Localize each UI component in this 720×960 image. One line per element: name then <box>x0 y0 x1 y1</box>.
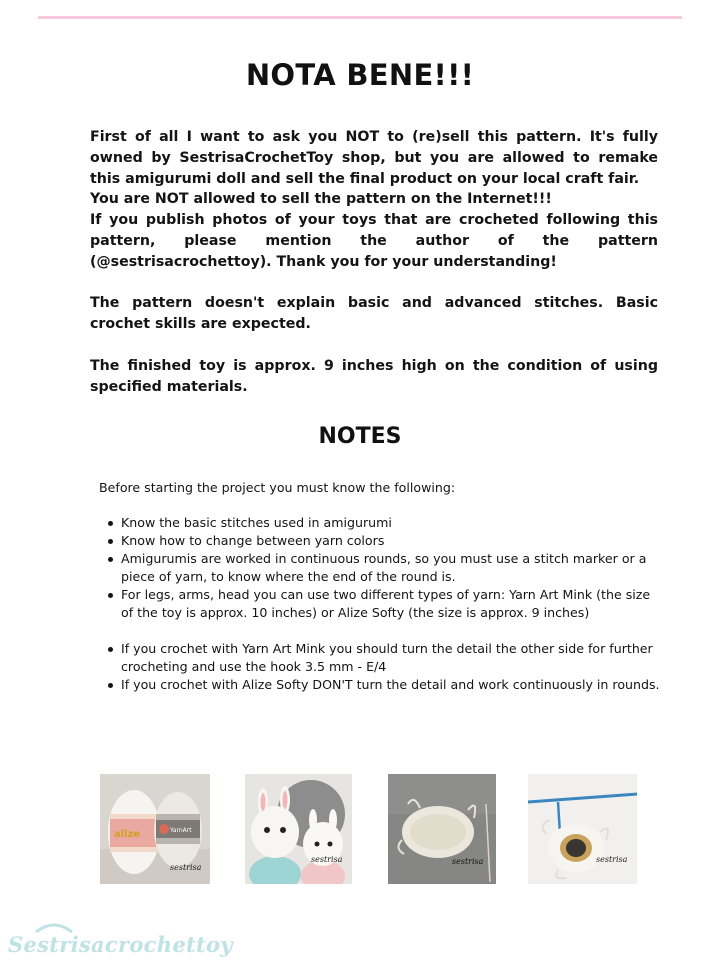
intro-paragraph-internet: You are NOT allowed to sell the pattern on the Internet!!! <box>90 191 552 208</box>
notes-lead: Before starting the project you must know the following: <box>99 480 456 495</box>
intro-paragraph-resell: First of all I want to ask you NOT to (re)sell this pattern. It's fully owned by SestrisaCrochetToy shop, but you are allowed to remake this amigurumi doll and sell the final product on your local craft fair. <box>90 129 658 187</box>
brand-logo-text: Sestrisacrochettoy <box>8 932 233 957</box>
photo-watermark: sestrisa <box>596 855 628 864</box>
intro-paragraph-publish: If you publish photos of your toys that are crocheted following this pattern, please mention the author of the pattern (@sestrisacrochettoy). Thank you for your understanding! <box>90 212 658 270</box>
list-item: Know how to change between yarn colors <box>105 532 665 550</box>
photo-watermark: sestrisa <box>311 855 343 864</box>
photo-watermark: sestrisa <box>452 857 484 866</box>
photo-watermark: sestrisa <box>170 863 202 872</box>
yarn-label-alize: alize <box>114 829 141 840</box>
list-item: Amigurumis are worked in continuous rounds, so you must use a stitch marker or a piece of yarn, to know where the end of the round is. <box>105 550 665 586</box>
list-item: Know the basic stitches used in amigurumi <box>105 514 665 532</box>
photo-hook-yarn <box>528 774 637 884</box>
yarn-label-yarnart: YarnArt <box>170 827 192 834</box>
photo-llama-dolls <box>245 774 352 884</box>
page-title: NOTA BENE!!! <box>245 58 475 92</box>
notes-title: NOTES <box>318 424 402 449</box>
intro-paragraph-size: The finished toy is approx. 9 inches high on the condition of using specified materials. <box>90 357 658 395</box>
list-item: For legs, arms, head you can use two different types of yarn: Yarn Art Mink (the size of the toy is approx. 10 inches) or Alize Softy (the size is approx. 9 inches) <box>105 586 665 622</box>
photo-crochet-piece <box>388 774 496 884</box>
list-item: If you crochet with Yarn Art Mink you should turn the detail the other side for further crocheting and use the hook 3.5 mm - E/4 <box>105 640 665 676</box>
list-item: If you crochet with Alize Softy DON'T turn the detail and work continuously in rounds. <box>105 676 665 694</box>
photo-yarn-skeins <box>100 774 210 884</box>
intro-paragraph-skills: The pattern doesn't explain basic and advanced stitches. Basic crochet skills are expected. <box>90 295 658 333</box>
notes-list <box>105 514 665 694</box>
top-divider <box>38 16 682 19</box>
brand-logo <box>4 918 233 960</box>
intro-text <box>90 127 658 397</box>
